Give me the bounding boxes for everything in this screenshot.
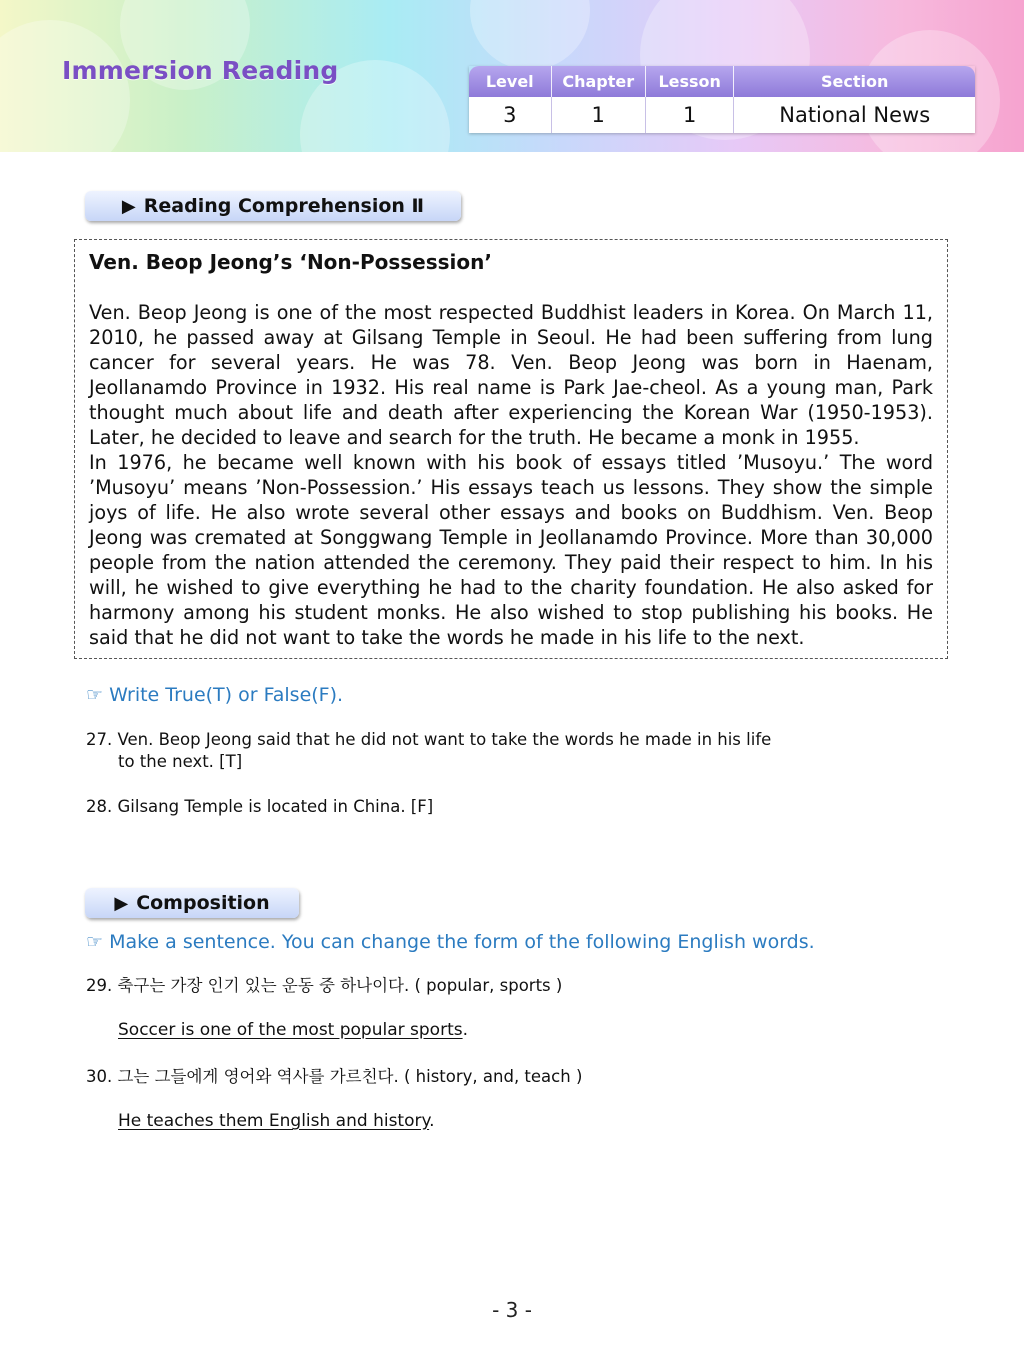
lesson-value: 1 <box>646 97 734 133</box>
passage-paragraph: Ven. Beop Jeong is one of the most respected Buddhist leaders in Korea. On March 11, 2010, he passed away at Gilsang Temple in Seoul. He had been suffering from lung cancer for several years. He was 78. Ven. Beop Jeong was born in Haenam, Jeollanamdo Province in 1932. His real name is Park Jae-cheol. As a young man, Park thought much about life and death after experiencing the Korean War (1950-1953). Later, he decided to leave and search for the truth. He became a monk in 1955. <box>89 301 933 449</box>
answer-29 <box>118 1020 468 1040</box>
level-value: 3 <box>469 97 552 133</box>
question-28: 28. Gilsang Temple is located in China. [F] <box>86 797 434 816</box>
chapter-value: 1 <box>552 97 646 133</box>
header-banner <box>0 0 1024 152</box>
answer-30 <box>118 1111 435 1131</box>
reading-comprehension-label <box>85 191 461 221</box>
passage-paragraph: In 1976, he became well known with his book of essays titled ’Musoyu.’ The word ’Musoyu’ means ’Non-Possession.’ His essays teach us lessons. They show the simple joys of life. He also wrote several other essays and books on Buddhism. Ven. Beop Jeong was cremated at Songgwang Temple in Jeollanamdo Province. More than 30,000 people from the nation attended the ceremony. They paid their respect to him. In his will, he wished to give everything he had to the charity foundation. He also asked for harmony among his student monks. He also wished to stop publishing his books. He said that he did not want to take the words he made in his life to the next. <box>89 451 933 649</box>
composition-label <box>85 888 299 918</box>
decor-bubble <box>470 0 590 70</box>
level-column-label: Level <box>469 66 552 97</box>
question-27-line2: to the next. [T] <box>118 752 243 771</box>
question-27 <box>86 729 771 773</box>
page-number: - 3 - <box>492 1298 532 1322</box>
lesson-info-header <box>469 66 975 97</box>
lesson-info-values <box>469 97 975 133</box>
question-27-line1: 27. Ven. Beop Jeong said that he did not want to take the words he made in his life <box>86 730 772 749</box>
reading-comprehension-text: Reading Comprehension Ⅱ <box>143 195 425 217</box>
question-29: 29. 축구는 가장 인기 있는 운동 중 하나이다. ( popular, sports ) <box>86 976 563 995</box>
chapter-column-label: Chapter <box>552 66 646 97</box>
reading-passage-box <box>74 239 948 659</box>
brand-title: Immersion Reading <box>62 56 339 85</box>
answer-29-text: Soccer is one of the most popular sports <box>118 1020 463 1040</box>
lesson-info-table <box>469 66 975 133</box>
decor-bubble <box>0 20 130 152</box>
question-30: 30. 그는 그들에게 영어와 역사를 가르친다. ( history, and, teach ) <box>86 1067 583 1086</box>
answer-30-text: He teaches them English and history <box>118 1111 430 1131</box>
passage-title: Ven. Beop Jeong’s ‘Non-Possession’ <box>89 250 492 274</box>
play-triangle-icon: ▶ <box>114 892 129 914</box>
lesson-column-label: Lesson <box>646 66 734 97</box>
true-false-instruction: ☞ Write True(T) or False(F). <box>86 684 344 706</box>
play-triangle-icon: ▶ <box>121 195 136 217</box>
section-column-label: Section <box>821 72 889 91</box>
passage-body <box>89 300 933 650</box>
composition-instruction: ☞ Make a sentence. You can change the form of the following English words. <box>86 931 815 953</box>
answer-29-period: . <box>462 1020 468 1040</box>
answer-30-period: . <box>429 1111 435 1131</box>
composition-text: Composition <box>136 892 270 914</box>
section-value: National News <box>779 103 931 127</box>
